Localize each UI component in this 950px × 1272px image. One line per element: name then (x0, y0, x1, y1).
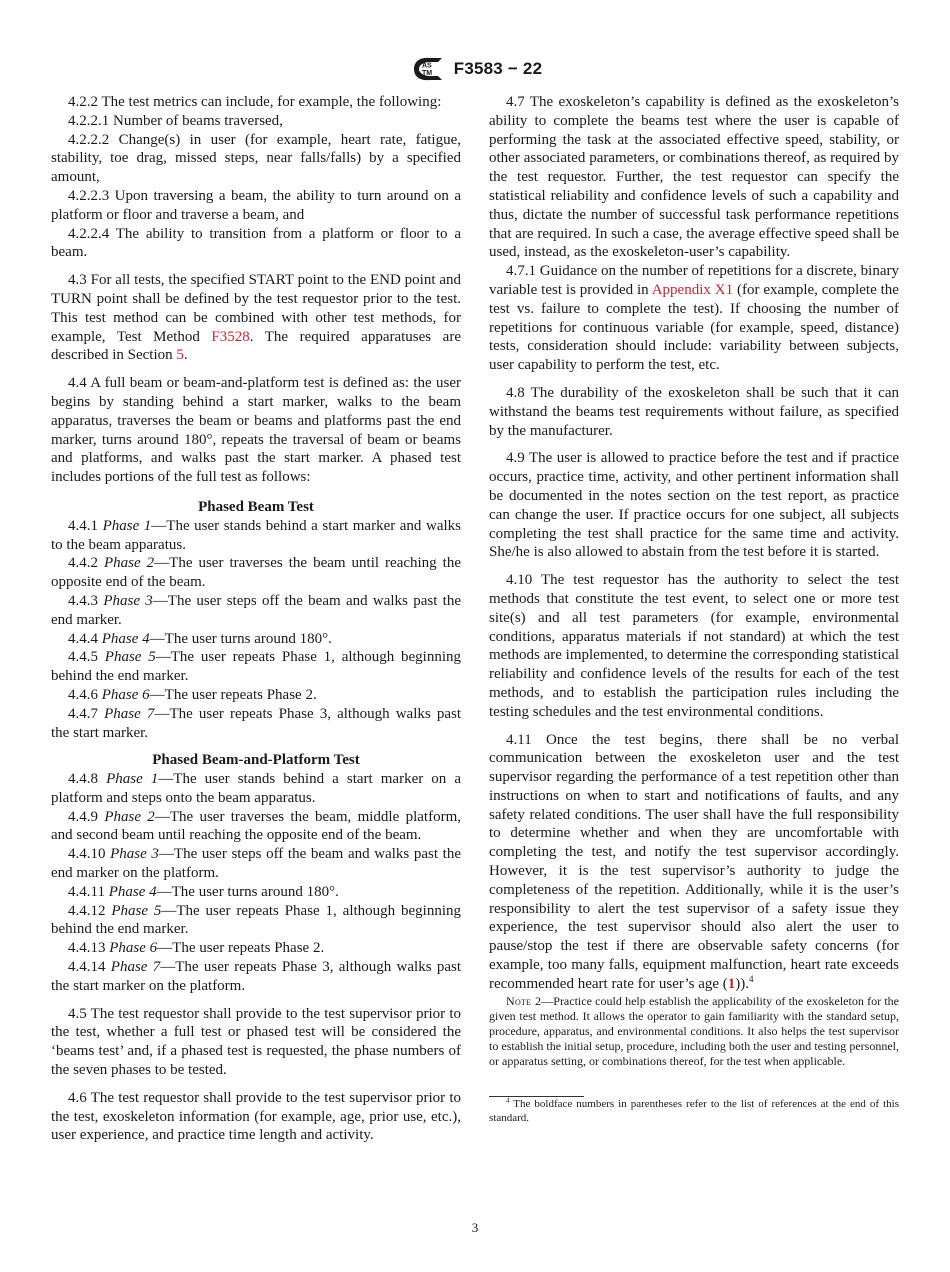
link-section-5[interactable]: 5 (176, 347, 184, 364)
para-4-2-2-3: 4.2.2.3 Upon traversing a beam, the ability to turn around on a platform or floor and traverse a beam, and (51, 187, 461, 223)
phase-text: —The user turns around 180°. (149, 630, 332, 647)
para-4-2-2-4: 4.2.2.4 The ability to transition from a platform or floor to a beam. (51, 225, 461, 261)
phase-text: —The user traverses the beam, middle platform, and second beam until reaching the opposite end of the beam. (51, 808, 461, 844)
para-4-3-text: 4.3 For all tests, the specified START point to the END point and TURN point shall be defined by the test requestor prior to the test. This test method can be combined with other test methods, for example, Test Method (51, 272, 461, 345)
phase-item (51, 958, 461, 996)
phase-item (51, 554, 461, 592)
para-4-5: 4.5 The test requestor shall provide to the test supervisor prior to the test, whether a full test or phased test will be considered the ‘beams test’ and, if a phased test is requested, the phase numbers of the seven phases to be tested. (51, 1005, 461, 1079)
phase-number: 4.4.2 (68, 555, 98, 572)
para-4-3-text-mid: . The required apparatuses are described in Section (51, 328, 461, 364)
phase-text: —The user turns around 180°. (156, 883, 339, 900)
para-4-9: 4.9 The user is allowed to practice before the test and if practice occurs, practice time, activity, and other pertinent information shall be documented in the notes section on the test report, as practice can change the user. If practice occurs for one subject, all subjects completing the test shall practice for the same time and activity. She/he is also allowed to abstain from the test before it is started. (489, 450, 899, 561)
para-4-6: 4.6 The test requestor shall provide to the test supervisor prior to the test, exoskeleton information (for example, age, prior use, etc.), user experience, and practice time length and activity. (51, 1089, 461, 1144)
phase-text: —The user repeats Phase 1, although beginning behind the end marker. (51, 902, 461, 938)
phase-text: —The user steps off the beam and walks past the end marker on the platform. (51, 846, 461, 882)
para-4-4: 4.4 A full beam or beam-and-platform test is defined as: the user begins by standing behind a start marker, walks to the beam apparatus, traverses the beam or beams and platforms past the end marker, turns around 180°, repeats the traversal of beam or beams and platforms, and walks past the start marker. A phased test includes portions of the full test as follows: (51, 375, 461, 486)
phase-item (51, 592, 461, 630)
note-label: Note 2 (506, 993, 542, 1008)
footnote-marker: 4 (506, 1096, 510, 1104)
phase-label: Phase 3 (103, 592, 153, 609)
phase-label: Phase 4 (108, 883, 157, 900)
phase-number: 4.4.8 (68, 771, 98, 788)
left-column (51, 93, 461, 1145)
para-4-10: 4.10 The test requestor has the authority to select the test methods that constitute the test event, to select one or more test site(s) and all test parameters (for example, environmental conditions, apparatus materials if not standard) at which the test methods are implemented, to determine the corresponding statistical reliability and confidence levels of the results for each of the test methods, and to establish the participation rules including the testing schedules and the test environmental conditions. (489, 572, 899, 720)
para-4-3 (51, 271, 461, 365)
phase-item (51, 808, 461, 846)
para-4-8: 4.8 The durability of the exoskeleton shall be such that it can withstand the beams test requirements without failure, as specified by the manufacturer. (489, 384, 899, 439)
phase-number: 4.4.5 (68, 649, 98, 666)
phase-number: 4.4.12 (68, 902, 106, 919)
phase-text: —The user repeats Phase 3, although walks past the start marker. (51, 705, 462, 741)
para-4-7: 4.7 The exoskeleton’s capability is defined as the exoskeleton’s ability to complete the beams test where the user is capable of performing the task at the associated effective speed, stability, or other associated parameters, or combinations thereof, as required by the test requestor. Further, the test requestor can specify the statistical reliability and confidence levels of such a capability and thus, dictate the number of successful task performance repetitions that are required. In such a case, the average effective speed shall be used, instead, as the exoskeleton-user’s capability. (489, 94, 899, 261)
para-4-11 (489, 731, 899, 994)
phase-item (51, 686, 461, 705)
phase-text: —The user repeats Phase 3, although walks past the start marker on the platform. (51, 959, 461, 994)
phase-label: Phase 1 (106, 771, 159, 788)
para-4-7-1 (489, 262, 899, 375)
svg-text:TM: TM (421, 70, 432, 77)
astm-logo-icon (408, 56, 448, 82)
phase-item (51, 705, 461, 743)
note-text: —Practice could help establish the applicability of the exoskeleton for the given test method. It allows the operator to gain familiarity with the standard setup, procedure, apparatus, and environmental conditions. It also helps the test supervisor to establish the initial setup, procedure, including both the user and testing personnel, or apparatus setting, or combinations thereof, for the test when applicable. (489, 993, 899, 1068)
phase-item (51, 883, 461, 902)
phase-label: Phase 5 (111, 902, 162, 919)
phase-label: Phase 7 (110, 959, 161, 976)
page-header (0, 56, 950, 82)
link-appendix-x1[interactable]: Appendix X1 (651, 281, 734, 298)
para-4-2-2-2: 4.2.2.2 Change(s) in user (for example, heart rate, fatigue, stability, toe drag, missed steps, near falls/falls) by a specified amount, (51, 131, 461, 186)
phase-item (51, 630, 461, 649)
reference-link-1[interactable]: 1 (727, 975, 736, 992)
phase-item (51, 770, 461, 808)
phase-number: 4.4.7 (68, 705, 98, 722)
heading-phased-beam-test: Phased Beam Test (198, 498, 314, 515)
phase-item (51, 902, 461, 940)
footnote-ref-4: 4 (749, 973, 754, 984)
phase-label: Phase 1 (102, 517, 152, 534)
note-2 (489, 994, 899, 1069)
phase-number: 4.4.1 (68, 517, 98, 534)
phase-text: —The user stands behind a start marker and walks to the beam apparatus. (51, 517, 461, 553)
para-4-7-1-text: 4.7.1 Guidance on the number of repetitions for a discrete, binary variable test is provided in (489, 263, 899, 298)
phase-item (51, 517, 461, 555)
phase-item (51, 939, 461, 958)
phase-text: —The user steps off the beam and walks past the end marker. (51, 592, 461, 628)
phase-number: 4.4.14 (68, 959, 106, 976)
para-4-7-1-text-end: (for example, complete the test vs. failure to complete the test). If choosing the number of repetitions for continuous variable (for example, speed, distance) tests, consideration should include: variability between subjects, user capability to perform the test, etc. (489, 281, 899, 374)
para-4-11-text: 4.11 Once the test begins, there shall be no verbal communication between the exoskeleton user and the test supervisor regarding the performance of a test repetition other than instructions on when to start and notifications of faults, and any safety related conditions. The user shall have the full responsibility to determine whether and when they are uncomfortable with completing the test, and notify the test supervisor accordingly. However, it is the test supervisor’s authority to judge the completeness of the repetition. Additionally, while it is the user’s responsibility to alert the test supervisor of a safety issue they experience, the test supervisor should also alert the user to pause/stop the test if there are observable safety concerns (for example, too many falls, equipment malfunction, heart rate exceeds recommended heart rate for user’s age ( (489, 731, 899, 992)
phase-label: Phase 4 (101, 630, 150, 647)
standard-designation: F3583 − 22 (453, 59, 543, 78)
phase-text: —The user repeats Phase 2. (149, 686, 317, 703)
phase-item (51, 845, 461, 883)
phase-number: 4.4.10 (68, 846, 106, 863)
phase-text: —The user repeats Phase 1, although beginning behind the end marker. (51, 649, 461, 685)
right-column (489, 93, 899, 1125)
svg-text:AS: AS (421, 62, 432, 70)
page-number: 3 (471, 1220, 479, 1235)
phase-label: Phase 6 (109, 940, 158, 957)
phase-label: Phase 5 (104, 649, 156, 666)
para-4-3-text-end: . (183, 347, 188, 364)
phase-text: —The user stands behind a start marker on a platform and steps onto the beam apparatus. (51, 771, 461, 806)
footnote-text: The boldface numbers in parentheses refer to the list of references at the end of this standard. (489, 1097, 899, 1124)
phase-number: 4.4.3 (68, 592, 98, 609)
phase-label: Phase 2 (104, 808, 155, 825)
para-4-2-2: 4.2.2 The test metrics can include, for example, the following: (68, 94, 442, 110)
phase-label: Phase 7 (104, 705, 155, 722)
para-4-11-text-end: )). (735, 975, 750, 992)
phase-number: 4.4.4 (68, 630, 98, 647)
phase-number: 4.4.13 (68, 940, 106, 957)
phase-item (51, 648, 461, 686)
heading-phased-beam-platform-test: Phased Beam-and-Platform Test (152, 752, 360, 769)
phase-label: Phase 2 (104, 555, 155, 572)
phase-text: —The user repeats Phase 2. (157, 940, 325, 957)
phase-label: Phase 6 (101, 686, 150, 703)
phase-number: 4.4.6 (68, 686, 98, 703)
phase-number: 4.4.9 (68, 808, 98, 825)
phase-label: Phase 3 (110, 846, 159, 863)
link-f3528[interactable]: F3528 (211, 328, 250, 345)
footnote-4 (489, 1097, 899, 1125)
phase-number: 4.4.11 (68, 883, 105, 900)
para-4-2-2-1: 4.2.2.1 Number of beams traversed, (68, 112, 283, 129)
phase-text: —The user traverses the beam until reaching the opposite end of the beam. (51, 555, 461, 591)
